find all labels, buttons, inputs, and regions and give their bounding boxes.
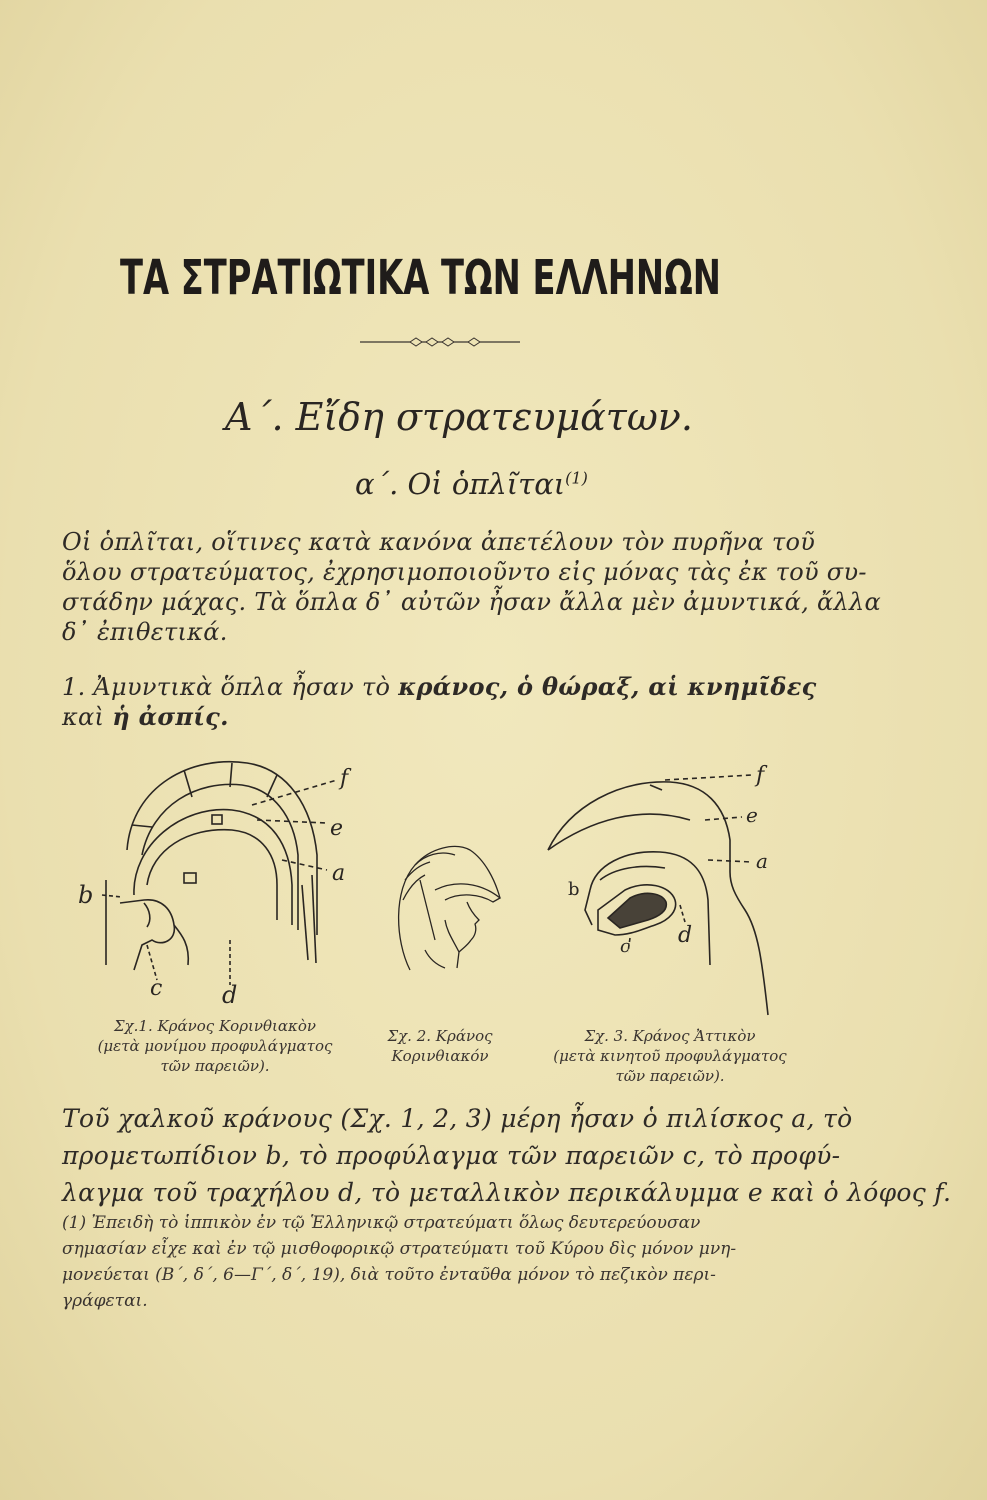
paragraph-helmet-parts xyxy=(62,1100,952,1211)
footnote-line: μονεύεται (Β΄, δ΄, 6—Γ΄, δ΄, 19), διὰ τοῦτο ἐνταῦθα μόνον τὸ πεζικὸν περι- xyxy=(62,1265,716,1285)
paragraph-defensive-arms xyxy=(62,672,837,732)
footnote-line: (1) Ἐπειδὴ τὸ ἱππικὸν ἐν τῷ Ἑλληνικῷ στρατεύματι ὅλως δευτερεύουσαν xyxy=(62,1213,701,1233)
label-a: a xyxy=(332,861,346,886)
helmet-bowl xyxy=(134,810,292,925)
label-d: d xyxy=(678,923,693,948)
caption-fig3 xyxy=(530,1026,810,1086)
section-heading: Α΄. Εἴδη στρατευμάτων. xyxy=(225,395,693,439)
text-bold: ἡ ἀσπίς. xyxy=(112,702,229,731)
caption-line: Σχ.1. Κράνος Κορινθιακὸν xyxy=(113,1017,317,1035)
text-line: λαγμα τοῦ τραχήλου d, τὸ μεταλλικὸν περικάλυμμα e καὶ ὁ λόφος f. xyxy=(62,1178,952,1207)
footnote xyxy=(62,1210,842,1314)
label-b: b xyxy=(568,879,580,900)
label-f: f xyxy=(340,766,349,791)
text-line: δ᾽ ἐπιθετικά. xyxy=(62,618,228,646)
text-bold: κράνος, ὁ θώραξ, αἱ κνημῖδες xyxy=(398,672,817,701)
caption-line: (μετὰ μονίμου προφυλάγματος xyxy=(97,1037,333,1055)
label-f: f xyxy=(756,763,765,788)
label-e: e xyxy=(330,816,344,841)
label-a: a xyxy=(756,849,768,873)
figure-helmeted-head xyxy=(375,820,515,980)
caption-line: (μετὰ κινητοῦ προφυλάγματος xyxy=(553,1047,787,1065)
caption-line: τῶν παρειῶν). xyxy=(160,1057,270,1075)
caption-line: Σχ. 2. Κράνος xyxy=(387,1027,493,1045)
text-line xyxy=(62,672,837,702)
subsection-heading xyxy=(355,467,588,501)
label-e: e xyxy=(746,803,758,827)
footnote-line: σημασίαν εἶχε καὶ ἐν τῷ μισθοφορικῷ στρατεύματι τοῦ Κύρου δὶς μόνον μνη- xyxy=(62,1239,737,1259)
title-ornament xyxy=(360,335,520,349)
footnote-line: γράφεται. xyxy=(62,1291,148,1311)
paragraph-hoplites xyxy=(62,527,881,647)
label-c: c xyxy=(620,936,631,957)
caption-fig1 xyxy=(70,1016,360,1076)
subsection-title: α΄. Οἱ ὁπλῖται xyxy=(355,467,566,501)
cheek-guard xyxy=(120,900,174,970)
label-b: b xyxy=(78,881,94,909)
caption-fig2 xyxy=(360,1026,520,1066)
label-c: c xyxy=(150,976,163,1001)
caption-line: τῶν παρειῶν). xyxy=(615,1067,725,1085)
footnote-ref: (1) xyxy=(565,468,588,488)
page-title: ΤΑ ΣΤΡΑΤΙΩΤΙΚΑ ΤΩΝ ΕΛΛΗΝΩΝ xyxy=(120,250,721,306)
crest-outline xyxy=(127,762,317,935)
text-line: ὅλου στρατεύματος, ἐχρησιμοποιοῦντο εἰς μόνας τὰς ἐκ τοῦ συ- xyxy=(62,558,867,586)
text-line: Τοῦ χαλκοῦ κράνους (Σχ. 1, 2, 3) μέρη ἦσαν ὁ πιλίσκος a, τὸ xyxy=(62,1104,853,1133)
figure-attic-helmet-diagram xyxy=(530,760,800,1030)
text-line: προμετωπίδιον b, τὸ προφύλαγμα τῶν παρειῶν c, τὸ προφύ- xyxy=(62,1141,841,1170)
crest-inner xyxy=(142,784,298,930)
text-line xyxy=(62,702,837,732)
label-d: d xyxy=(222,981,238,1009)
caption-line: Κορινθιακόν xyxy=(391,1047,489,1065)
figure-corinthian-helmet-diagram xyxy=(72,735,372,1020)
helmet-inner xyxy=(147,830,277,920)
text-plain: καὶ xyxy=(62,703,105,731)
text-line: Οἱ ὁπλῖται, οἵτινες κατὰ κανόνα ἀπετέλουν τὸν πυρῆνα τοῦ xyxy=(62,528,816,556)
caption-line: Σχ. 3. Κράνος Ἀττικὸν xyxy=(584,1027,756,1045)
text-line: στάδην μάχας. Τὰ ὅπλα δ᾽ αὐτῶν ἦσαν ἄλλα μὲν ἀμυντικά, ἄλλα xyxy=(62,588,881,616)
text-plain: 1. Ἀμυντικὰ ὅπλα ἦσαν τὸ xyxy=(62,673,391,701)
